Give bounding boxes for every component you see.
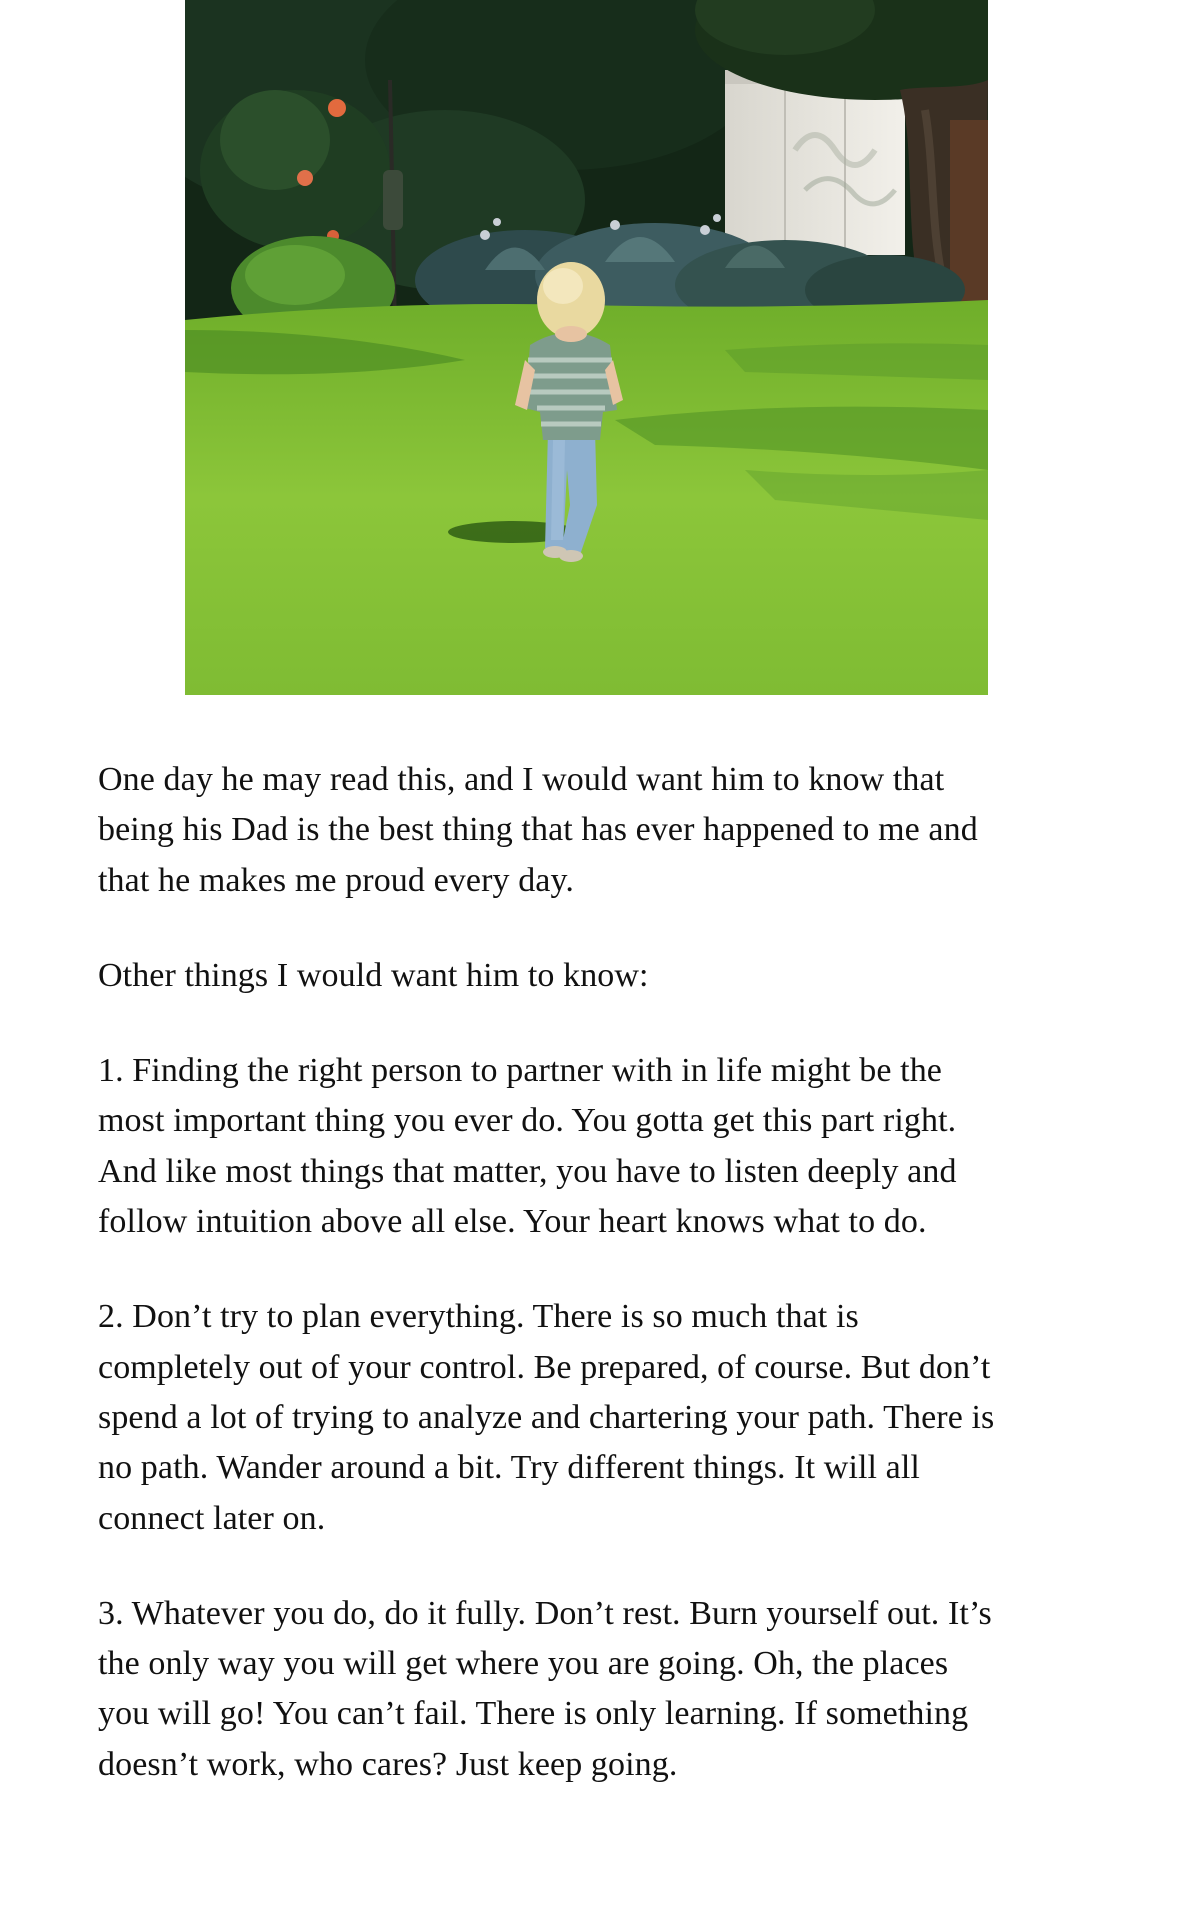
text-line: no path. Wander around a bit. Try different things. It will all [98, 1449, 920, 1487]
text-line: And like most things that matter, you have to listen deeply and [98, 1152, 957, 1190]
rose-bush [200, 90, 390, 250]
article-text [98, 755, 1088, 1835]
text-line: you will go! You can’t fail. There is only learning. If something [98, 1695, 969, 1733]
paragraph-intro [98, 755, 1088, 906]
article-photo [185, 0, 988, 695]
text-line: One day he may read this, and I would want him to know that [98, 761, 945, 798]
photo-illustration [185, 0, 988, 695]
text-line: 3. Whatever you do, do it fully. Don’t rest. Burn yourself out. It’s [98, 1594, 992, 1632]
text-line: completely out of your control. Be prepared, of course. But don’t [98, 1348, 991, 1386]
paragraph-item-3 [98, 1589, 1088, 1790]
text-line: 2. Don’t try to plan everything. There is so much that is [98, 1298, 859, 1336]
text-line: follow intuition above all else. Your heart knows what to do. [98, 1203, 927, 1241]
text-line: being his Dad is the best thing that has ever happened to me and [98, 811, 978, 849]
text-line: the only way you will get where you are going. Oh, the places [98, 1645, 949, 1683]
text-line: spend a lot of trying to analyze and chartering your path. There is [98, 1398, 995, 1436]
paragraph-item-1 [98, 1046, 1088, 1247]
text-line: connect later on. [98, 1499, 326, 1537]
text-line: Other things I would want him to know: [98, 956, 649, 994]
text-line: most important thing you ever do. You gotta get this part right. [98, 1102, 957, 1140]
paragraph-list-intro [98, 951, 1088, 1001]
paragraph-item-2 [98, 1292, 1088, 1543]
text-line: doesn’t work, who cares? Just keep going. [98, 1745, 678, 1783]
text-line: that he makes me proud every day. [98, 861, 574, 899]
text-line: 1. Finding the right person to partner with in life might be the [98, 1052, 942, 1090]
